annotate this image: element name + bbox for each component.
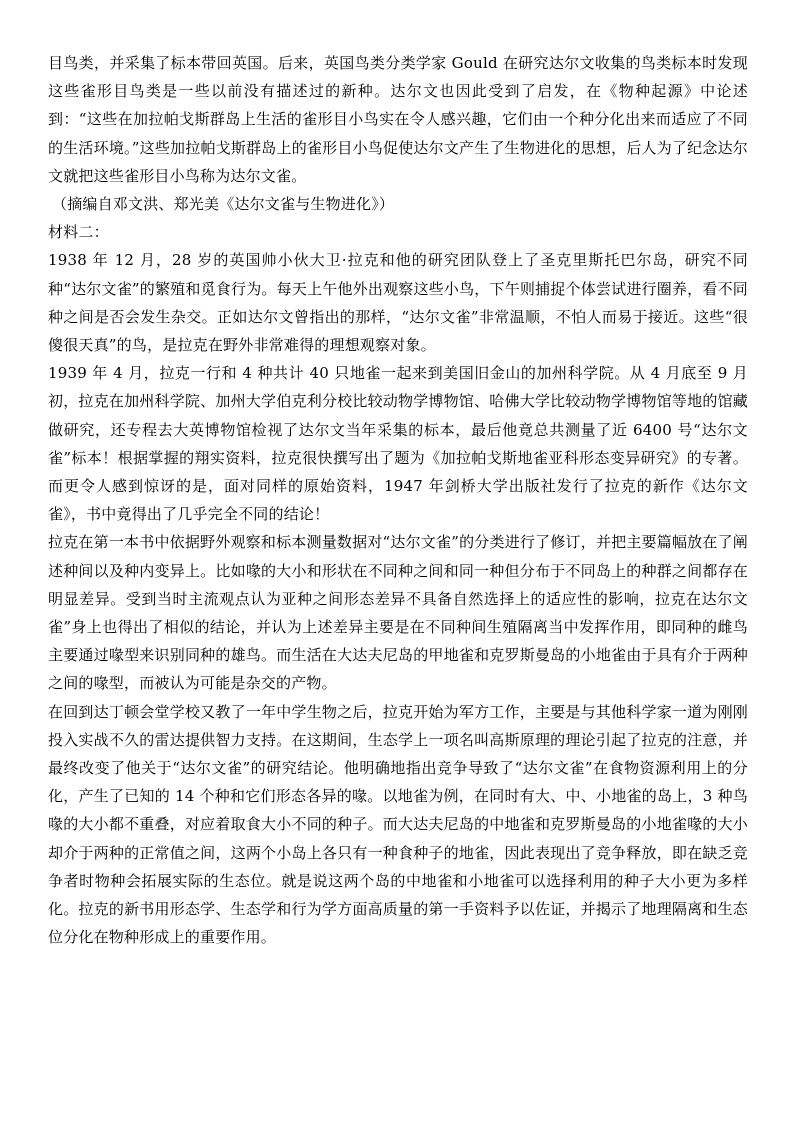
paragraph-material-one-end: 目鸟类，并采集了标本带回英国。后来，英国鸟类分类学家 Gould 在研究达尔文收集的鸟类标本时发现这些雀形目鸟类是一些以前没有描述过的新种。达尔文也因此受到了启发，在《物种起源》中论述到：“这些在加拉帕戈斯群岛上生活的雀形目小鸟实在令人感兴趣，它们由一个种分化出来而适应了不同的生活环境。”这些加拉帕戈斯群岛上的雀形目小鸟促使达尔文产生了生物进化的思想，后人为了纪念达尔文就把这些雀形目小鸟称为达尔文雀。 <box>48 54 748 185</box>
section-heading-material-two: 材料二： <box>48 223 109 242</box>
document-body <box>48 49 748 952</box>
source-citation: （摘编自邓文洪、郑光美《达尔文雀与生物进化》） <box>52 195 395 214</box>
paragraph-second-book: 在回到达丁顿会堂学校又教了一年中学生物之后，拉克开始为军方工作，主要是与其他科学家一道为刚刚投入实战不久的雷达提供智力支持。在这期间，生态学上一项名叫高斯原理的理论引起了拉克的注意，并最终改变了他关于“达尔文雀”的研究结论。他明确地指出竞争导致了“达尔文雀”在食物资源利用上的分化，产生了已知的 14 个种和它们形态各异的喙。以地雀为例，在同时有大、中、小地雀的岛上，3 种鸟喙的大小都不重叠，对应着取食大小不同的种子。而大达夫尼岛的中地雀和克罗斯曼岛的小地雀喙的大小却介于两种的正常值之间，这两个小岛上各只有一种食种子的地雀，因此表现出了竞争释放，即在缺乏竞争者时物种会拓展实际的生态位。就是说这两个岛的中地雀和小地雀可以选择利用的种子大小更为多样化。拉克的新书用形态学、生态学和行为学方面高质量的第一手资料予以佐证，并揭示了地理隔离和生态位分化在物种形成上的重要作用。 <box>48 702 748 947</box>
paragraph-first-book: 拉克在第一本书中依据野外观察和标本测量数据对“达尔文雀”的分类进行了修订，并把主要篇幅放在了阐述种间以及种内变异上。比如喙的大小和形状在不同种之间和同一种但分布于不同岛上的种群之间都存在明显差异。受到当时主流观点认为亚种之间形态差异不具备自然选择上的适应性的影响，拉克在达尔文雀”身上也得出了相似的结论，并认为上述差异主要是在不同种间生殖隔离当中发挥作用，即同种的雌鸟主要通过喙型来识别同种的雄鸟。而生活在大达夫尼岛的甲地雀和克罗斯曼岛的小地雀由于具有介于两种之间的喙型，而被认为可能是杂交的产物。 <box>48 533 748 693</box>
paragraph-1938-expedition: 1938 年 12 月，28 岁的英国帅小伙大卫·拉克和他的研究团队登上了圣克里斯托巴尔岛，研究不同种“达尔文雀”的繁殖和觅食行为。每天上午他外出观察这些小鸟，下午则捕捉个体尝试进行圈养，看不同种之间是否会发生杂交。正如达尔文曾指出的那样，“达尔文雀”非常温顺，不怕人而易于接近。这些“很傻很天真”的鸟，是拉克在野外非常难得的理想观察对象。 <box>48 251 748 355</box>
paragraph-1939-research: 1939 年 4 月，拉克一行和 4 种共计 40 只地雀一起来到美国旧金山的加州科学院。从 4 月底至 9 月初，拉克在加州科学院、加州大学伯克利分校比较动物学博物馆、哈佛大学比较动物学博物馆等地的馆藏做研究，还专程去大英博物馆检视了达尔文当年采集的标本，最后他竟总共测量了近 6400 号“达尔文雀”标本！根据掌握的翔实资料，拉克很快撰写出了题为《加拉帕戈斯地雀亚科形态变异研究》的专著。而更令人感到惊讶的是，面对同样的原始资料，1947 年剑桥大学出版社发行了拉克的新作《达尔文雀》，书中竟得出了几乎完全不同的结论！ <box>48 364 748 524</box>
